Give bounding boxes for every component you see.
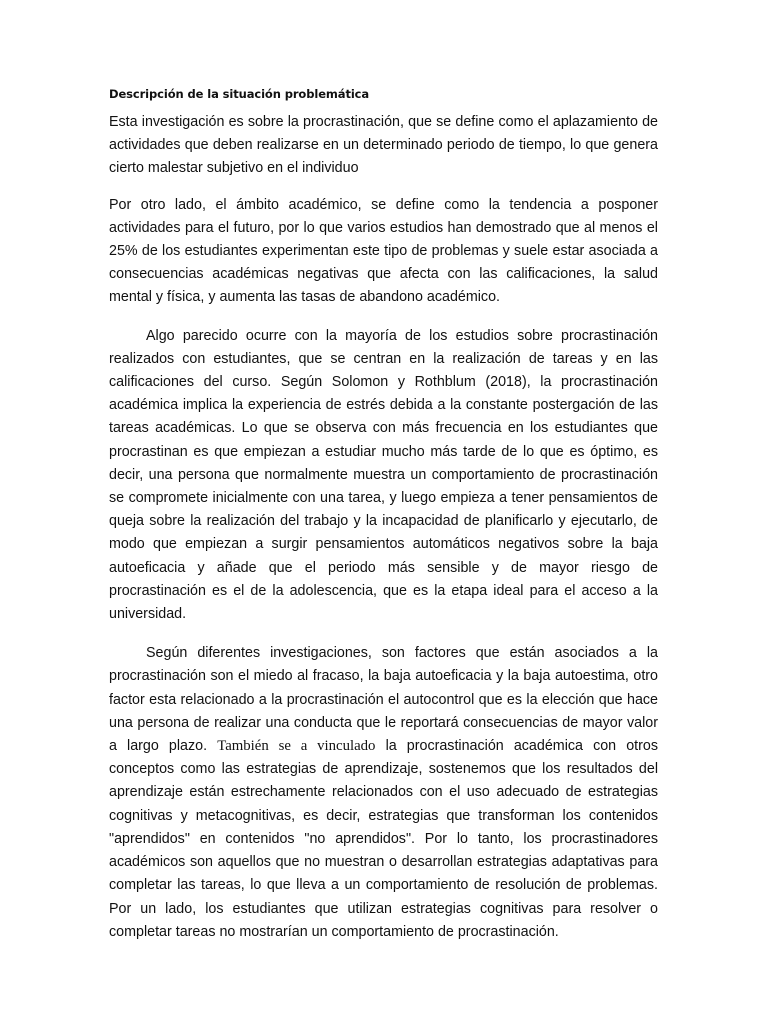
document-page bbox=[109, 86, 658, 944]
paragraph-factors-text-1: Según diferentes investigaciones, son factores que están asociados a la procrastinación son el miedo al fracaso, la baja autoeficacia y la baja autoestima, otro factor esta relacionado a la procrastinación el autocontrol que es la elección que hace una persona de realizar una conducta que le reportará consecuencias de mayor valor a largo plazo. bbox=[109, 645, 658, 755]
paragraph-definition: Esta investigación es sobre la procrastinación, que se define como el aplazamiento de actividades que deben realizarse en un determinado periodo de tiempo, lo que genera cierto malestar subjetivo en el individuo bbox=[109, 114, 658, 177]
section-heading: Descripción de la situación problemática bbox=[109, 87, 370, 101]
paragraph-academic-scope: Por otro lado, el ámbito académico, se define como la tendencia a posponer actividades para el futuro, por lo que varios estudios han demostrado que al menos el 25% de los estudiantes experimentan este tipo de problemas y suele estar asociada a consecuencias académicas negativas que afecta con las calificaciones, la salud mental y física, y aumenta las tasas de abandono académico. bbox=[109, 196, 658, 306]
paragraph-factors-text-2: la procrastinación académica con otros conceptos como las estrategias de aprendizaje, sostenemos que los resultados del aprendizaje están estrechamente relacionados con el uso adecuado de estrategias cognitivas y metacognitivas, es decir, estrategias que transforman los contenidos "aprendidos" en contenidos "no aprendidos". Por lo tanto, los procrastinadores académicos son aquellos que no muestran o desarrollan estrategias adaptativas para completar las tareas, lo que lleva a un comportamiento de resolución de problemas. Por un lado, los estudiantes que utilizan estrategias cognitivas para resolver o completar tareas no mostrarían un comportamiento de procrastinación. bbox=[109, 738, 658, 940]
paragraph-factors bbox=[109, 642, 658, 944]
paragraph-factors-serif-run: También se a vinculado bbox=[217, 738, 376, 755]
paragraph-studies: Algo parecido ocurre con la mayoría de los estudios sobre procrastinación realizados con estudiantes, que se centran en la realización de tareas y en las calificaciones del curso. Según Solomon y Rothblum (2018), la procrastinación académica implica la experiencia de estrés debida a la constante postergación de las tareas académicas. Lo que se observa con más frecuencia en los estudiantes que procrastinan es que empiezan a estudiar mucho más tarde de lo que es óptimo, es decir, una persona que normalmente muestra un comportamiento de procrastinación se compromete inicialmente con una tarea, y luego empieza a tener pensamientos de queja sobre la realización del trabajo y la incapacidad de planificarlo y ejecutarlo, de modo que empiezan a surgir pensamientos automáticos negativos sobre la baja autoeficacia y añade que el periodo más sensible y de mayor riesgo de procrastinación es el de la adolescencia, que es la etapa ideal para el acceso a la universidad. bbox=[109, 327, 658, 623]
